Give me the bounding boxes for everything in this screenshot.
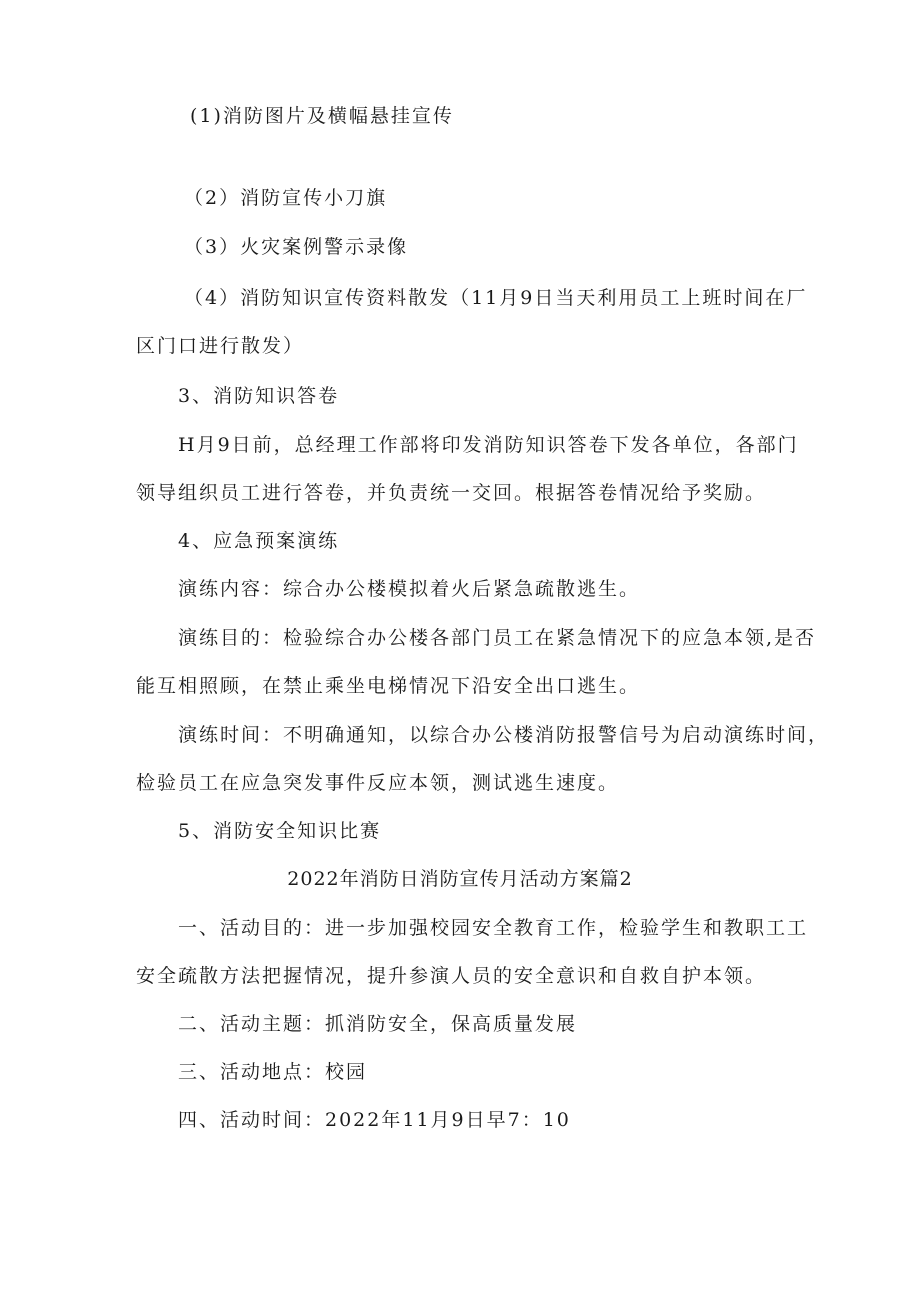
paragraph-line: 安全疏散方法把握情况，提升参演人员的安全意识和自救自护本领。 [136, 965, 767, 987]
paragraph-line: 四、活动时间：2022年11月9日早7：10 [178, 1109, 571, 1131]
paragraph-line: 演练内容：综合办公楼模拟着火后紧急疏散逃生。 [178, 578, 641, 600]
paragraph-line: 领导组织员工进行答卷，并负责统一交回。根据答卷情况给予奖励。 [136, 482, 767, 504]
paragraph-line: 能互相照顾，在禁止乘坐电梯情况下沿安全出口逃生。 [136, 675, 641, 697]
paragraph-line: 二、活动主题：抓消防安全，保高质量发展 [178, 1013, 578, 1035]
list-item: （4）消防知识宣传资料散发（11月9日当天利用员工上班时间在厂 [184, 287, 808, 309]
paragraph-line: 区门口进行散发） [136, 335, 305, 357]
list-item: (1)消防图片及横幅悬挂宣传 [190, 105, 454, 127]
paragraph-line: 一、活动目的：进一步加强校园安全教育工作，检验学生和教职工工 [178, 917, 809, 939]
list-item: （2）消防宣传小刀旗 [184, 187, 388, 209]
section-heading: 3、消防知识答卷 [178, 385, 340, 407]
section-heading: 4、应急预案演练 [178, 530, 340, 552]
paragraph-line: H月9日前，总经理工作部将印发消防知识答卷下发各单位，各部门 [178, 434, 799, 456]
section-heading: 5、消防安全知识比赛 [178, 820, 382, 842]
paragraph-line: 演练时间：不明确通知，以综合办公楼消防报警信号为启动演练时间， [178, 724, 830, 746]
paragraph-line: 检验员工在应急突发事件反应本领，测试逃生速度。 [136, 772, 620, 794]
paragraph-line: 演练目的：检验综合办公楼各部门员工在紧急情况下的应急本领,是否 [178, 627, 817, 649]
list-item: （3）火灾案例警示录像 [184, 236, 409, 258]
document-title: 2022年消防日消防宣传月活动方案篇2 [287, 868, 633, 890]
paragraph-line: 三、活动地点：校园 [178, 1061, 368, 1083]
